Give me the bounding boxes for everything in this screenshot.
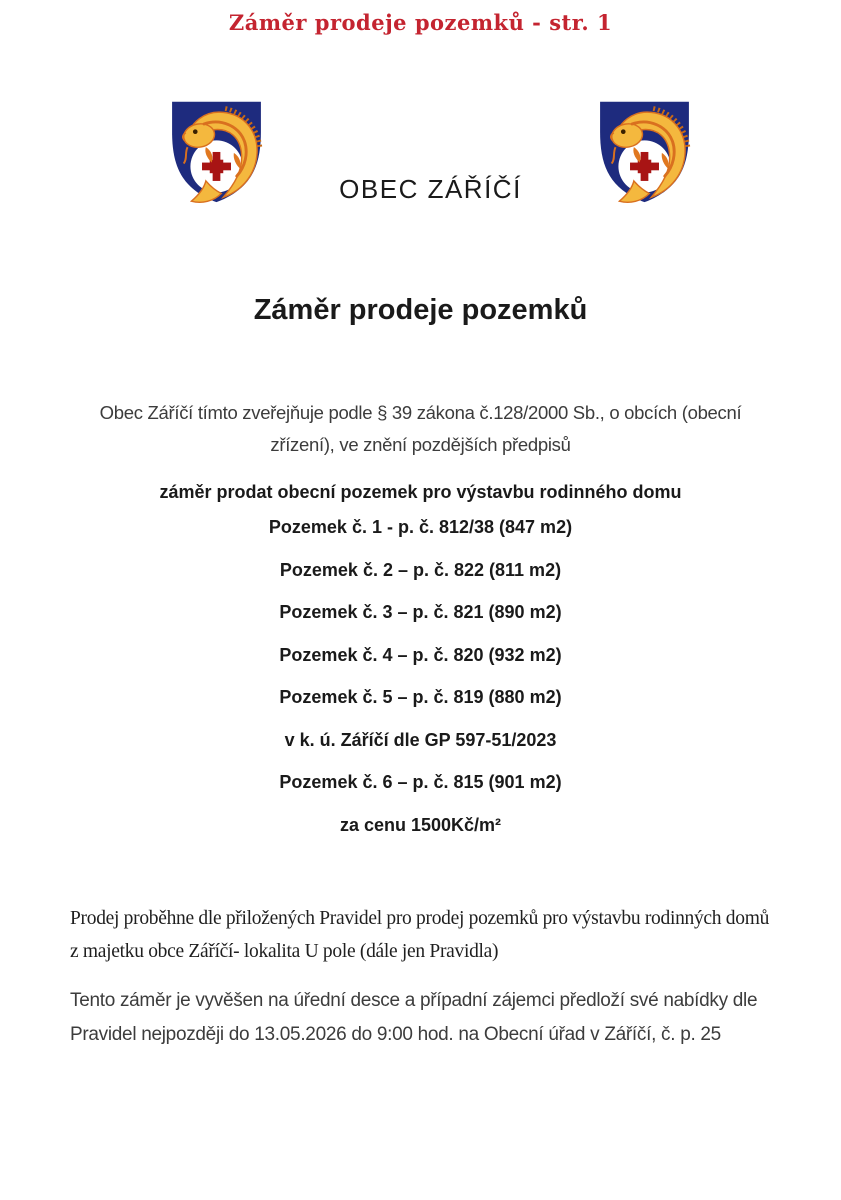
- plot-line-6: Pozemek č. 6 – p. č. 815 (901 m2): [279, 772, 562, 792]
- plot-line-3: Pozemek č. 3 – p. č. 821 (890 m2): [279, 602, 562, 622]
- intro-paragraph: Obec Záříčí tímto zveřejňuje podle § 39 zákona č.128/2000 Sb., o obcích (obecní zřízení), ve znění pozdějších předpisů: [99, 402, 742, 455]
- price-line: za cenu 1500Kč/m²: [339, 814, 502, 835]
- plot-line-2: Pozemek č. 2 – p. č. 822 (811 m2): [279, 559, 562, 580]
- crest-row: [163, 95, 698, 207]
- document-subtitle: záměr prodat obecní pozemek pro výstavbu rodinného domu: [159, 482, 682, 502]
- deadline-paragraph: Tento záměr je vyvěšen na úřední desce a případní zájemci předloží své nabídky dle Pravidel nejpozději do 13.05.2026 do 9:00 hod. na Obecní úřad v Záříčí, č. p. 25: [70, 990, 758, 1045]
- cadastral-area-line: v k. ú. Záříčí dle GP 597-51/2023: [284, 729, 557, 750]
- page-header: Záměr prodeje pozemků - str. 1: [228, 10, 613, 35]
- fish-eye: [193, 129, 198, 134]
- document-title: Záměr prodeje pozemků: [253, 294, 588, 326]
- municipality-name: OBEC ZÁŘÍČÍ: [339, 174, 522, 204]
- plot-line-4: Pozemek č. 4 – p. č. 820 (932 m2): [279, 644, 562, 665]
- zarici-coat-of-arms-icon: [163, 95, 270, 207]
- zarici-coat-of-arms-icon: [591, 95, 698, 207]
- plot-line-1: Pozemek č. 1 - p. č. 812/38 (847 m2): [268, 517, 573, 537]
- fish-eye: [621, 129, 626, 134]
- plot-line-5: Pozemek č. 5 – p. č. 819 (880 m2): [279, 687, 562, 707]
- rules-paragraph: Prodej proběhne dle přiložených Pravidel pro prodej pozemků pro výstavbu rodinných domů z majetku obce Záříčí- lokalita U pole (dále jen Pravidla): [70, 908, 770, 962]
- plot-list: [0, 506, 841, 846]
